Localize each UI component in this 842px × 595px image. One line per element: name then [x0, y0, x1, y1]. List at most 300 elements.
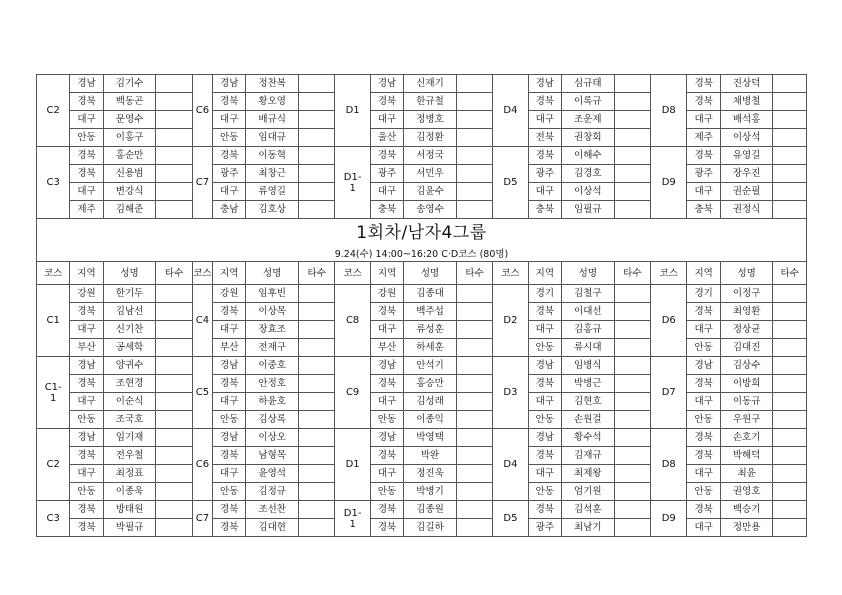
score-cell [456, 201, 492, 219]
region-cell: 대구 [528, 183, 561, 201]
region-cell: 안동 [687, 339, 720, 357]
region-cell: 경남 [370, 357, 403, 375]
player-name-cell: 신재기 [404, 75, 457, 93]
player-name-cell: 채병철 [720, 93, 773, 111]
score-cell [299, 447, 335, 465]
score-cell [614, 357, 650, 375]
score-cell [456, 321, 492, 339]
player-name-cell: 황수석 [562, 429, 615, 447]
course-cell: D1- 1 [335, 501, 370, 537]
player-name-cell: 엄기원 [562, 483, 615, 501]
course-cell: D6 [651, 285, 687, 357]
column-header: 성명 [404, 262, 457, 285]
region-cell: 대구 [370, 465, 403, 483]
region-cell: 경남 [370, 429, 403, 447]
player-name-cell: 김석훈 [562, 501, 615, 519]
score-cell [156, 465, 192, 483]
score-cell [614, 483, 650, 501]
region-cell: 경남 [70, 357, 103, 375]
score-cell [299, 393, 335, 411]
player-name-cell: 송영수 [404, 201, 457, 219]
region-cell: 경북 [687, 303, 720, 321]
player-name-cell: 임기재 [103, 429, 156, 447]
region-cell: 경남 [213, 357, 246, 375]
player-name-cell: 류영길 [246, 183, 299, 201]
player-name-cell: 양귀수 [103, 357, 156, 375]
player-name-cell: 김성래 [404, 393, 457, 411]
table-row [37, 357, 807, 375]
score-cell [299, 429, 335, 447]
player-name-cell: 김철구 [562, 285, 615, 303]
player-name-cell: 홍승만 [404, 375, 457, 393]
region-cell: 안동 [213, 483, 246, 501]
table-row [37, 501, 807, 519]
region-cell: 대구 [370, 111, 403, 129]
region-cell: 부산 [370, 339, 403, 357]
score-cell [614, 201, 650, 219]
score-cell [156, 285, 192, 303]
player-name-cell: 백동곤 [103, 93, 156, 111]
score-cell [773, 75, 807, 93]
region-cell: 경북 [687, 429, 720, 447]
course-cell: D8 [651, 75, 687, 147]
score-cell [156, 375, 192, 393]
region-cell: 대구 [528, 465, 561, 483]
score-cell [299, 357, 335, 375]
player-name-cell: 박완 [404, 447, 457, 465]
region-cell: 안동 [370, 483, 403, 501]
player-name-cell: 박병기 [404, 483, 457, 501]
score-cell [156, 357, 192, 375]
region-cell: 안동 [70, 129, 103, 147]
region-cell: 경남 [687, 357, 720, 375]
score-cell [299, 303, 335, 321]
region-cell: 제주 [687, 129, 720, 147]
column-header: 타수 [299, 262, 335, 285]
player-name-cell: 정찬복 [246, 75, 299, 93]
score-cell [773, 519, 807, 537]
region-cell: 경북 [70, 93, 103, 111]
player-name-cell: 백승기 [720, 501, 773, 519]
column-header: 타수 [773, 262, 807, 285]
score-cell [456, 303, 492, 321]
score-cell [156, 303, 192, 321]
score-cell [773, 393, 807, 411]
player-name-cell: 이종익 [404, 411, 457, 429]
course-cell: D5 [493, 147, 528, 219]
column-header: 타수 [156, 262, 192, 285]
player-name-cell: 이상목 [246, 303, 299, 321]
region-cell: 대구 [687, 321, 720, 339]
score-cell [773, 285, 807, 303]
table-row [37, 429, 807, 447]
player-name-cell: 조선찬 [246, 501, 299, 519]
score-cell [614, 129, 650, 147]
region-cell: 안동 [528, 339, 561, 357]
region-cell: 대구 [70, 393, 103, 411]
player-name-cell: 이상오 [246, 429, 299, 447]
player-name-cell: 김종원 [404, 501, 457, 519]
score-cell [299, 339, 335, 357]
group-subtitle-row [37, 247, 807, 262]
score-cell [156, 483, 192, 501]
course-cell: D4 [493, 429, 528, 501]
player-name-cell: 방태원 [103, 501, 156, 519]
table-row [37, 165, 807, 183]
score-cell [614, 429, 650, 447]
region-cell: 강원 [213, 285, 246, 303]
player-name-cell: 장효조 [246, 321, 299, 339]
course-cell: D8 [651, 429, 687, 501]
player-name-cell: 서정국 [404, 147, 457, 165]
score-cell [614, 447, 650, 465]
column-header: 코스 [493, 262, 528, 285]
player-name-cell: 김경호 [562, 165, 615, 183]
region-cell: 대구 [687, 111, 720, 129]
region-cell: 대구 [70, 465, 103, 483]
player-name-cell: 심규태 [562, 75, 615, 93]
player-name-cell: 이종욱 [103, 483, 156, 501]
region-cell: 경기 [687, 285, 720, 303]
column-header: 성명 [103, 262, 156, 285]
player-name-cell: 임후빈 [246, 285, 299, 303]
region-cell: 경북 [70, 303, 103, 321]
region-cell: 경북 [528, 147, 561, 165]
score-cell [773, 339, 807, 357]
player-name-cell: 김기수 [103, 75, 156, 93]
course-cell: D1 [335, 429, 370, 501]
score-cell [156, 183, 192, 201]
player-name-cell: 김남선 [103, 303, 156, 321]
course-cell: D9 [651, 501, 687, 537]
player-name-cell: 이순식 [103, 393, 156, 411]
course-cell: C1- 1 [37, 357, 70, 429]
region-cell: 경북 [213, 501, 246, 519]
region-cell: 경북 [70, 375, 103, 393]
player-name-cell: 진상덕 [720, 75, 773, 93]
score-cell [614, 519, 650, 537]
score-cell [156, 501, 192, 519]
course-cell: C7 [192, 501, 212, 537]
region-cell: 부산 [70, 339, 103, 357]
player-name-cell: 하세훈 [404, 339, 457, 357]
region-cell: 경북 [213, 519, 246, 537]
player-name-cell: 김해준 [103, 201, 156, 219]
course-cell: D4 [493, 75, 528, 147]
region-cell: 부산 [213, 339, 246, 357]
score-cell [156, 447, 192, 465]
player-name-cell: 조운제 [562, 111, 615, 129]
player-name-cell: 정만용 [720, 519, 773, 537]
course-cell: D1- 1 [335, 147, 370, 219]
region-cell: 경북 [528, 93, 561, 111]
region-cell: 경북 [528, 447, 561, 465]
score-cell [773, 129, 807, 147]
table-row [37, 147, 807, 165]
score-cell [156, 147, 192, 165]
region-cell: 경북 [213, 447, 246, 465]
score-cell [299, 483, 335, 501]
score-cell [773, 357, 807, 375]
score-cell [456, 429, 492, 447]
region-cell: 대구 [370, 321, 403, 339]
region-cell: 경북 [70, 519, 103, 537]
table-row [37, 465, 807, 483]
region-cell: 경북 [528, 501, 561, 519]
player-name-cell: 이홍구 [103, 129, 156, 147]
region-cell: 경북 [70, 165, 103, 183]
column-header: 지역 [528, 262, 561, 285]
region-cell: 경북 [213, 375, 246, 393]
region-cell: 경북 [687, 147, 720, 165]
table-row [37, 321, 807, 339]
score-cell [773, 183, 807, 201]
player-name-cell: 최제왕 [562, 465, 615, 483]
region-cell: 경북 [687, 501, 720, 519]
score-cell [773, 447, 807, 465]
score-cell [773, 321, 807, 339]
player-name-cell: 최창근 [246, 165, 299, 183]
player-name-cell: 배규식 [246, 111, 299, 129]
score-cell [773, 93, 807, 111]
score-cell [614, 165, 650, 183]
score-cell [299, 501, 335, 519]
player-name-cell: 우원구 [720, 411, 773, 429]
score-cell [456, 411, 492, 429]
table-row [37, 483, 807, 501]
table-row [37, 285, 807, 303]
score-cell [614, 501, 650, 519]
player-name-cell: 손원걸 [562, 411, 615, 429]
player-name-cell: 최영환 [720, 303, 773, 321]
region-cell: 경남 [213, 75, 246, 93]
region-cell: 광주 [528, 519, 561, 537]
region-cell: 경북 [370, 147, 403, 165]
column-header: 지역 [70, 262, 103, 285]
player-name-cell: 변강식 [103, 183, 156, 201]
player-name-cell: 김재규 [562, 447, 615, 465]
region-cell: 경남 [213, 429, 246, 447]
pairing-table [36, 74, 807, 537]
tee-time-sheet [36, 74, 807, 537]
player-name-cell: 김종대 [404, 285, 457, 303]
player-name-cell: 권영호 [720, 483, 773, 501]
score-cell [156, 129, 192, 147]
course-cell: D3 [493, 357, 528, 429]
player-name-cell: 김호상 [246, 201, 299, 219]
region-cell: 안동 [528, 483, 561, 501]
table-row [37, 201, 807, 219]
player-name-cell: 안정호 [246, 375, 299, 393]
player-name-cell: 이방희 [720, 375, 773, 393]
player-name-cell: 손호기 [720, 429, 773, 447]
score-cell [614, 75, 650, 93]
course-cell: C2 [37, 75, 70, 147]
table-row [37, 411, 807, 429]
score-cell [773, 429, 807, 447]
score-cell [773, 465, 807, 483]
region-cell: 경북 [370, 447, 403, 465]
score-cell [773, 165, 807, 183]
player-name-cell: 이동혁 [246, 147, 299, 165]
score-cell [456, 339, 492, 357]
region-cell: 충북 [370, 201, 403, 219]
player-name-cell: 배석홍 [720, 111, 773, 129]
score-cell [614, 375, 650, 393]
table-row [37, 393, 807, 411]
region-cell: 안동 [687, 411, 720, 429]
course-cell: C1 [37, 285, 70, 357]
region-cell: 경남 [528, 357, 561, 375]
region-cell: 울산 [370, 129, 403, 147]
course-cell: C3 [37, 501, 70, 537]
course-cell: C8 [335, 285, 370, 357]
column-header: 지역 [687, 262, 720, 285]
player-name-cell: 황오영 [246, 93, 299, 111]
column-header: 성명 [720, 262, 773, 285]
score-cell [299, 285, 335, 303]
player-name-cell: 김정규 [246, 483, 299, 501]
score-cell [614, 393, 650, 411]
region-cell: 대구 [528, 393, 561, 411]
player-name-cell: 김현호 [562, 393, 615, 411]
score-cell [156, 165, 192, 183]
score-cell [299, 111, 335, 129]
player-name-cell: 박필규 [103, 519, 156, 537]
region-cell: 강원 [370, 285, 403, 303]
course-cell: C4 [192, 285, 212, 357]
score-cell [156, 393, 192, 411]
player-name-cell: 이정구 [720, 285, 773, 303]
player-name-cell: 김상록 [246, 411, 299, 429]
score-cell [156, 321, 192, 339]
table-row [37, 111, 807, 129]
player-name-cell: 이중호 [246, 357, 299, 375]
score-cell [299, 411, 335, 429]
player-name-cell: 이상석 [720, 129, 773, 147]
score-cell [456, 465, 492, 483]
player-name-cell: 이대선 [562, 303, 615, 321]
region-cell: 대구 [370, 183, 403, 201]
region-cell: 경북 [528, 375, 561, 393]
region-cell: 대구 [70, 183, 103, 201]
score-cell [614, 411, 650, 429]
score-cell [156, 519, 192, 537]
column-header: 성명 [562, 262, 615, 285]
region-cell: 경북 [370, 519, 403, 537]
score-cell [614, 93, 650, 111]
score-cell [773, 411, 807, 429]
score-cell [456, 165, 492, 183]
player-name-cell: 류성훈 [404, 321, 457, 339]
region-cell: 안동 [70, 483, 103, 501]
score-cell [456, 285, 492, 303]
region-cell: 전북 [528, 129, 561, 147]
region-cell: 제주 [70, 201, 103, 219]
player-name-cell: 임필규 [562, 201, 615, 219]
region-cell: 경북 [70, 501, 103, 519]
score-cell [156, 111, 192, 129]
table-row [37, 375, 807, 393]
score-cell [456, 483, 492, 501]
score-cell [299, 375, 335, 393]
player-name-cell: 전재구 [246, 339, 299, 357]
course-cell: C3 [37, 147, 70, 219]
score-cell [156, 201, 192, 219]
region-cell: 대구 [70, 321, 103, 339]
player-name-cell: 권창회 [562, 129, 615, 147]
course-cell: D7 [651, 357, 687, 429]
region-cell: 안동 [370, 411, 403, 429]
player-name-cell: 정병호 [404, 111, 457, 129]
table-row [37, 303, 807, 321]
region-cell: 경북 [687, 447, 720, 465]
player-name-cell: 한규철 [404, 93, 457, 111]
score-cell [299, 183, 335, 201]
score-cell [456, 357, 492, 375]
column-header: 타수 [614, 262, 650, 285]
region-cell: 대구 [370, 393, 403, 411]
score-cell [773, 111, 807, 129]
score-cell [773, 201, 807, 219]
score-cell [773, 147, 807, 165]
group-title: 1회차/남자4그룹 [37, 219, 807, 248]
score-cell [614, 303, 650, 321]
player-name-cell: 유영길 [720, 147, 773, 165]
player-name-cell: 최정표 [103, 465, 156, 483]
region-cell: 경북 [687, 375, 720, 393]
region-cell: 경북 [370, 93, 403, 111]
table-row [37, 183, 807, 201]
player-name-cell: 이해수 [562, 147, 615, 165]
region-cell: 광주 [370, 165, 403, 183]
course-cell: D5 [493, 501, 528, 537]
score-cell [299, 519, 335, 537]
player-name-cell: 최남기 [562, 519, 615, 537]
region-cell: 광주 [213, 165, 246, 183]
player-name-cell: 홍순만 [103, 147, 156, 165]
region-cell: 충북 [528, 201, 561, 219]
group-subtitle: 9.24(수) 14:00~16:20 C·D코스 (80명) [37, 247, 807, 262]
score-cell [614, 111, 650, 129]
player-name-cell: 박해덕 [720, 447, 773, 465]
player-name-cell: 신용범 [103, 165, 156, 183]
column-header: 코스 [192, 262, 212, 285]
player-name-cell: 한기두 [103, 285, 156, 303]
player-name-cell: 김정환 [404, 129, 457, 147]
course-cell: C7 [192, 147, 212, 219]
score-cell [773, 303, 807, 321]
region-cell: 경북 [70, 447, 103, 465]
region-cell: 경북 [370, 501, 403, 519]
region-cell: 경북 [370, 375, 403, 393]
player-name-cell: 김대진 [720, 339, 773, 357]
score-cell [456, 147, 492, 165]
player-name-cell: 이동규 [720, 393, 773, 411]
score-cell [456, 75, 492, 93]
player-name-cell: 김길하 [404, 519, 457, 537]
player-name-cell: 정상균 [720, 321, 773, 339]
region-cell: 대구 [687, 519, 720, 537]
column-header: 성명 [246, 262, 299, 285]
score-cell [773, 501, 807, 519]
score-cell [614, 321, 650, 339]
score-cell [614, 339, 650, 357]
score-cell [456, 111, 492, 129]
table-row [37, 519, 807, 537]
player-name-cell: 김대현 [246, 519, 299, 537]
score-cell [614, 183, 650, 201]
